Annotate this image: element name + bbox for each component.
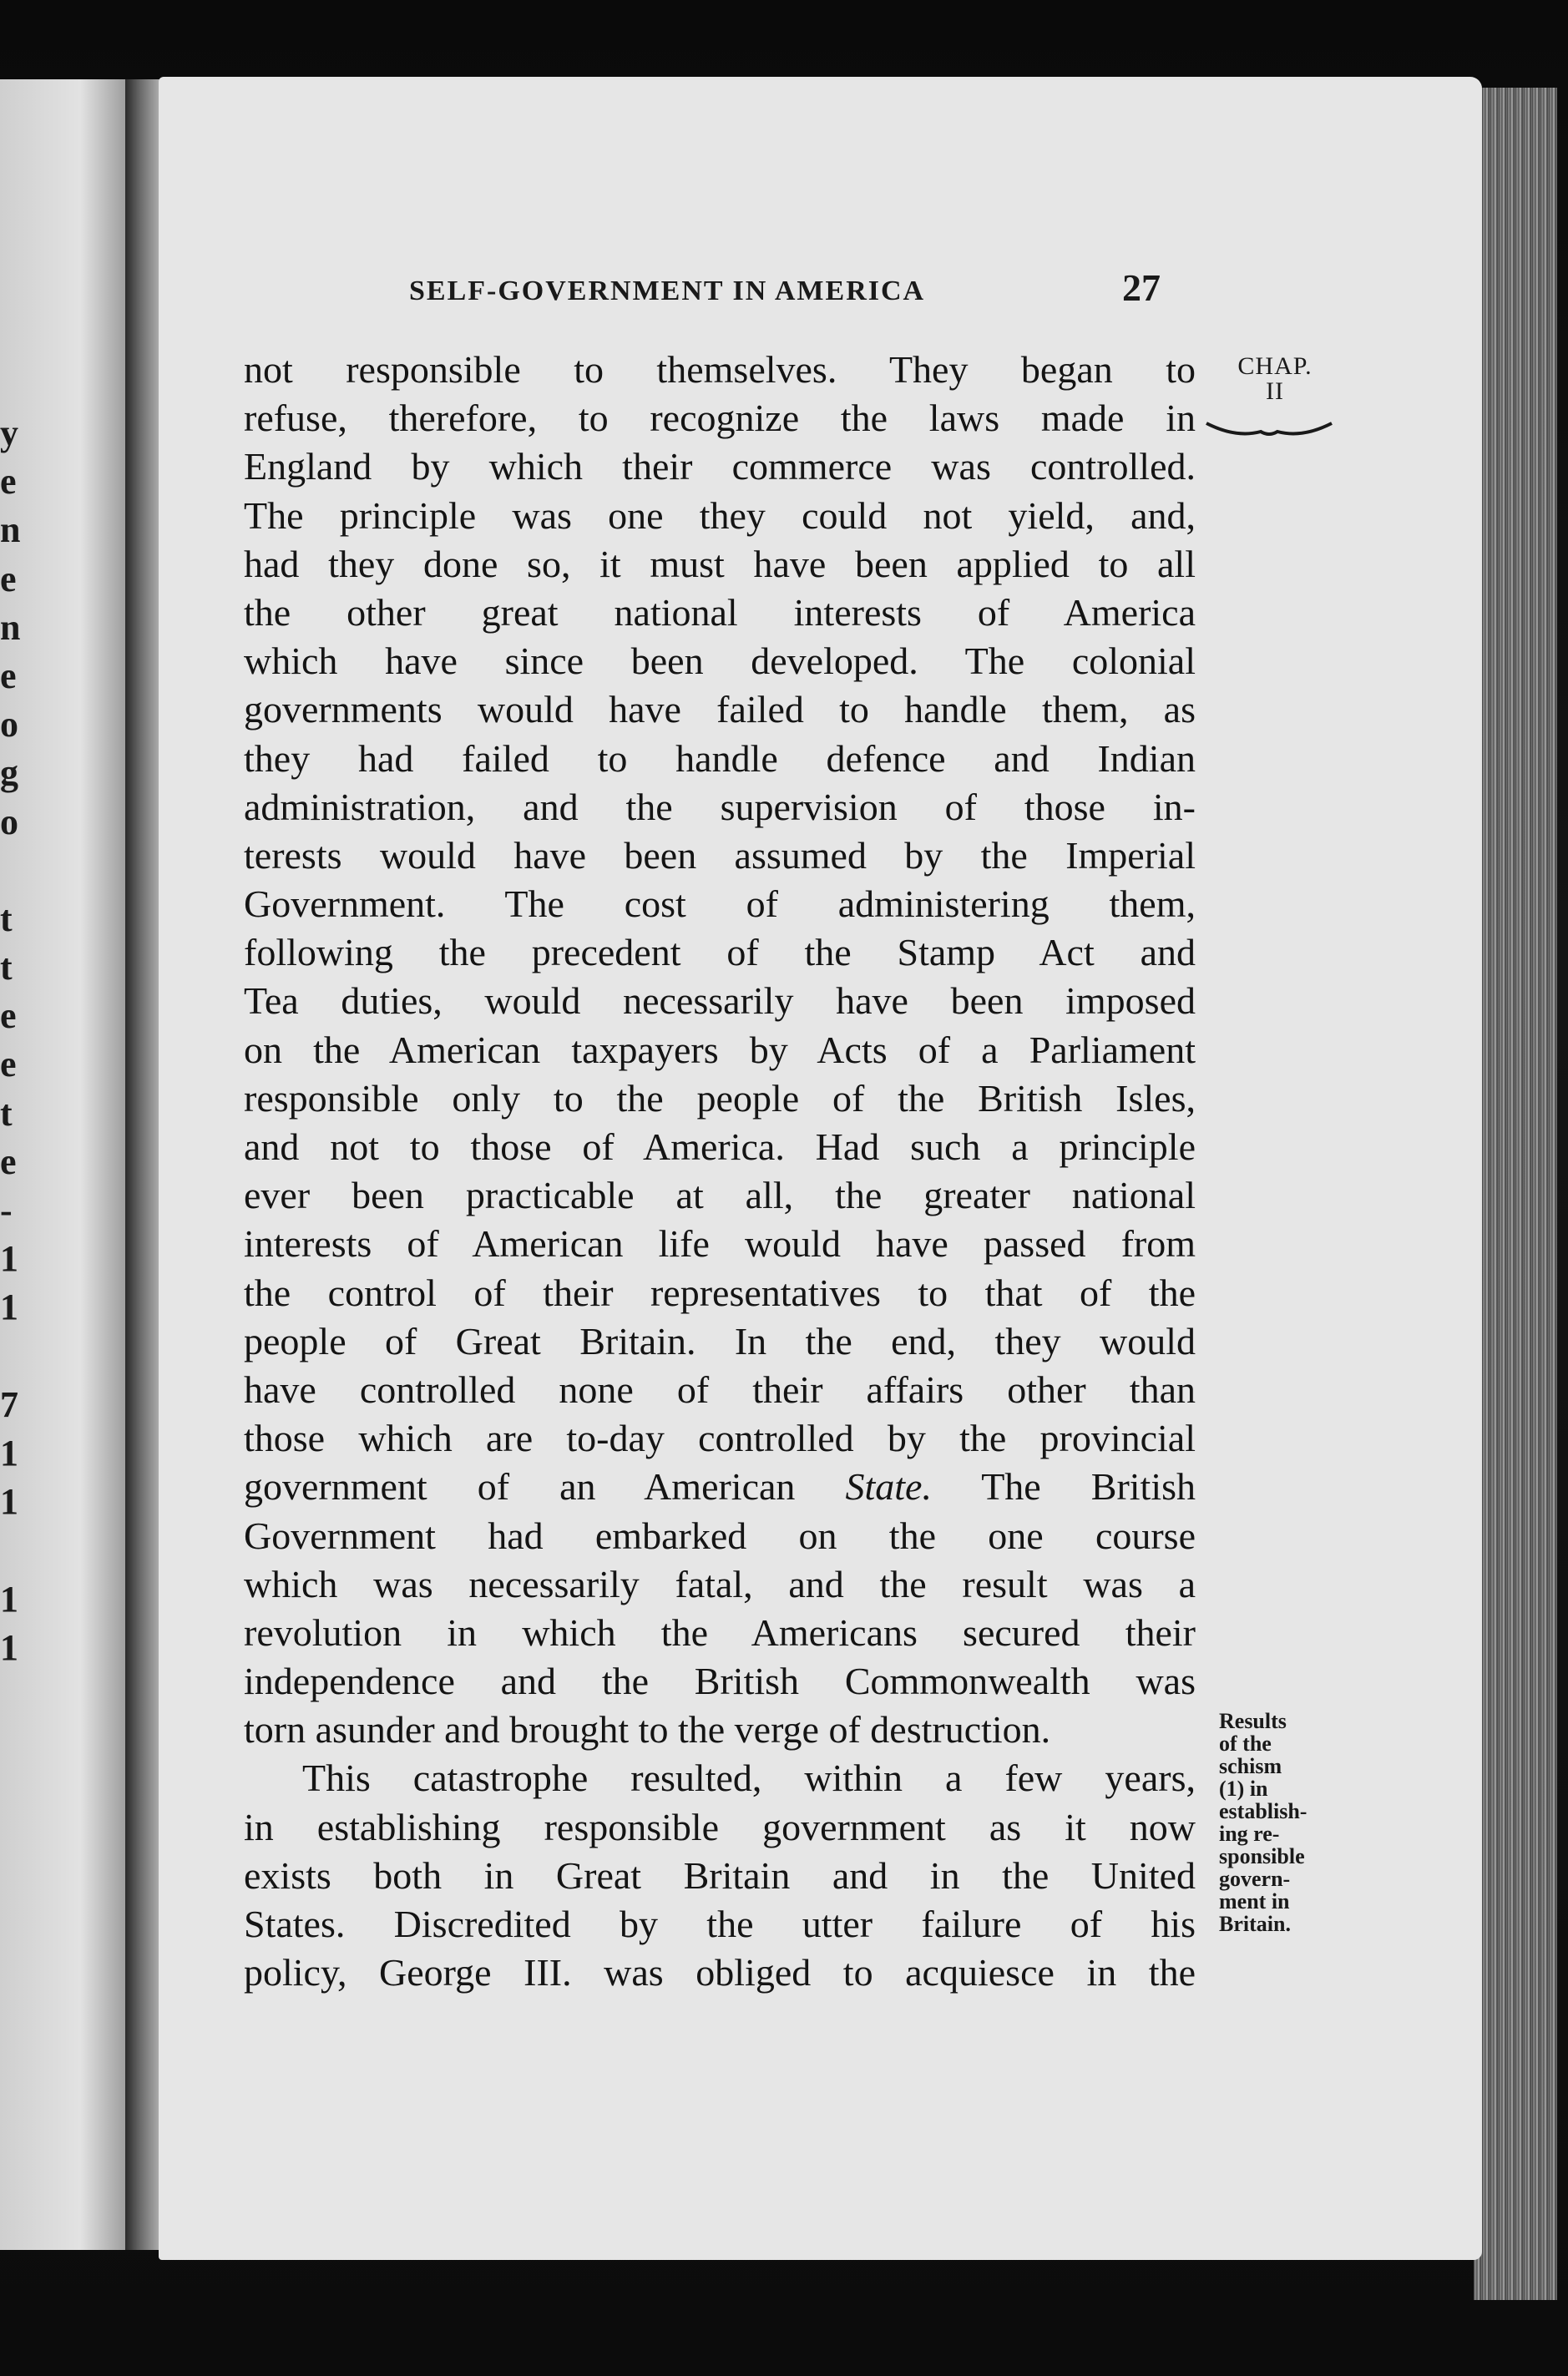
page-number: 27 xyxy=(1122,266,1161,309)
text-line: This catastrophe resulted, within a few years, xyxy=(302,1757,1196,1800)
sidenote-line: schism xyxy=(1219,1754,1282,1778)
text-line: the control of their representatives to that of the xyxy=(244,1271,1196,1314)
fragment: e xyxy=(0,1140,17,1182)
sidenote-line: (1) in xyxy=(1219,1777,1268,1801)
sidenote-line: govern- xyxy=(1219,1867,1291,1891)
text-line: on the American taxpayers by Acts of a Parliament xyxy=(244,1028,1196,1071)
fragment: - xyxy=(0,1190,13,1231)
text-line: had they done so, it must have been applied to all xyxy=(244,542,1196,585)
chapter-marker xyxy=(1212,354,1338,404)
fragment: g xyxy=(0,752,18,794)
sidenote-line: ment in xyxy=(1219,1889,1290,1913)
text-line: the other great national interests of America xyxy=(244,590,1196,634)
fragment: e xyxy=(0,655,17,696)
text-segment: government of an American xyxy=(244,1465,796,1509)
book-gutter xyxy=(125,79,163,2250)
text-line: which was necessarily fatal, and the result was a xyxy=(244,1562,1196,1605)
marginal-note xyxy=(1219,1710,1353,1935)
fragment: n xyxy=(0,606,21,648)
fragment: 7 xyxy=(0,1383,18,1425)
italic-word: State. xyxy=(845,1465,932,1509)
fragment: 1 xyxy=(0,1481,18,1523)
text-line: Government had embarked on the one course xyxy=(244,1514,1196,1557)
sidenote-line: ing re- xyxy=(1219,1822,1280,1846)
text-line: States. Discredited by the utter failure of his xyxy=(244,1903,1196,1945)
sidenote-line: sponsible xyxy=(1219,1844,1305,1868)
text-line: those which are to-day controlled by the provincial xyxy=(244,1417,1196,1460)
sidenote-line: establish- xyxy=(1219,1799,1308,1823)
fragment: 1 xyxy=(0,1432,18,1474)
sidenote-line: Britain. xyxy=(1219,1912,1291,1936)
fragment: e xyxy=(0,558,17,599)
fragment: o xyxy=(0,801,18,842)
fragment: 1 xyxy=(0,1578,18,1620)
text-line: exists both in Great Britain and in the United xyxy=(244,1853,1196,1897)
fragment: t xyxy=(0,947,13,988)
fragment: o xyxy=(0,704,18,746)
main-text xyxy=(244,346,1196,1997)
text-line: independence and the British Commonwealth was xyxy=(244,1660,1196,1703)
text-line: administration, and the supervision of those in- xyxy=(244,785,1196,828)
fragment: n xyxy=(0,509,21,551)
fragment: 1 xyxy=(0,1287,18,1328)
text-line-mixed xyxy=(244,1463,1196,1511)
fragment xyxy=(0,1332,33,1381)
fragment xyxy=(0,847,33,895)
text-line: and not to those of America. Had such a principle xyxy=(244,1125,1196,1168)
text-line: people of Great Britain. In the end, they would xyxy=(244,1319,1196,1362)
sidenote-line: of the xyxy=(1219,1731,1272,1756)
text-line: which have since been developed. The colonial xyxy=(244,639,1196,683)
text-segment: The British xyxy=(981,1465,1196,1509)
text-line: Government. The cost of administering them, xyxy=(244,882,1196,926)
fragment: e xyxy=(0,461,17,503)
text-line: interests of American life would have passed from xyxy=(244,1222,1196,1266)
page-fore-edge xyxy=(1474,88,1557,2300)
text-line: revolution in which the Americans secured their xyxy=(244,1610,1196,1654)
text-line: not responsible to themselves. They began to xyxy=(244,348,1196,391)
text-line: following the precedent of the Stamp Act and xyxy=(244,931,1196,974)
text-line: Tea duties, would necessarily have been imposed xyxy=(244,979,1196,1023)
fragment: 1 xyxy=(0,1626,18,1668)
running-title: SELF-GOVERNMENT IN AMERICA xyxy=(409,276,926,306)
brace-ornament xyxy=(1202,413,1336,447)
text-line: have controlled none of their affairs other than xyxy=(244,1367,1196,1411)
chapter-number: II xyxy=(1266,377,1284,405)
fragment: t xyxy=(0,1092,13,1134)
fragment: e xyxy=(0,995,17,1037)
fragment: t xyxy=(0,897,13,939)
text-line: they had failed to handle defence and Indian xyxy=(244,736,1196,780)
fragment: y xyxy=(0,412,18,453)
fragment: 1 xyxy=(0,1238,18,1280)
text-line: The principle was one they could not yield, and, xyxy=(244,493,1196,537)
text-line: ever been practicable at all, the greater national xyxy=(244,1174,1196,1217)
text-line: responsible only to the people of the British Isles, xyxy=(244,1076,1196,1120)
fragment: e xyxy=(0,1044,17,1085)
fragment xyxy=(0,1672,33,1721)
text-line: governments would have failed to handle them, as xyxy=(244,688,1196,731)
text-line: England by which their commerce was controlled. xyxy=(244,445,1196,488)
chapter-label: CHAP. xyxy=(1237,352,1313,380)
sidenote-line: Results xyxy=(1219,1709,1287,1733)
fragment xyxy=(0,1721,33,1769)
text-line: torn asunder and brought to the verge of destruction. xyxy=(244,1708,1051,1752)
text-line: refuse, therefore, to recognize the laws made in xyxy=(244,397,1196,440)
fragment xyxy=(0,1526,33,1575)
text-line: terests would have been assumed by the Imperial xyxy=(244,833,1196,877)
facing-page-fragments xyxy=(0,409,33,1769)
text-line: in establishing responsible government as it now xyxy=(244,1805,1196,1848)
facing-page-edge xyxy=(0,79,146,2250)
text-line: policy, George III. was obliged to acquiesce in the xyxy=(244,1951,1196,1994)
